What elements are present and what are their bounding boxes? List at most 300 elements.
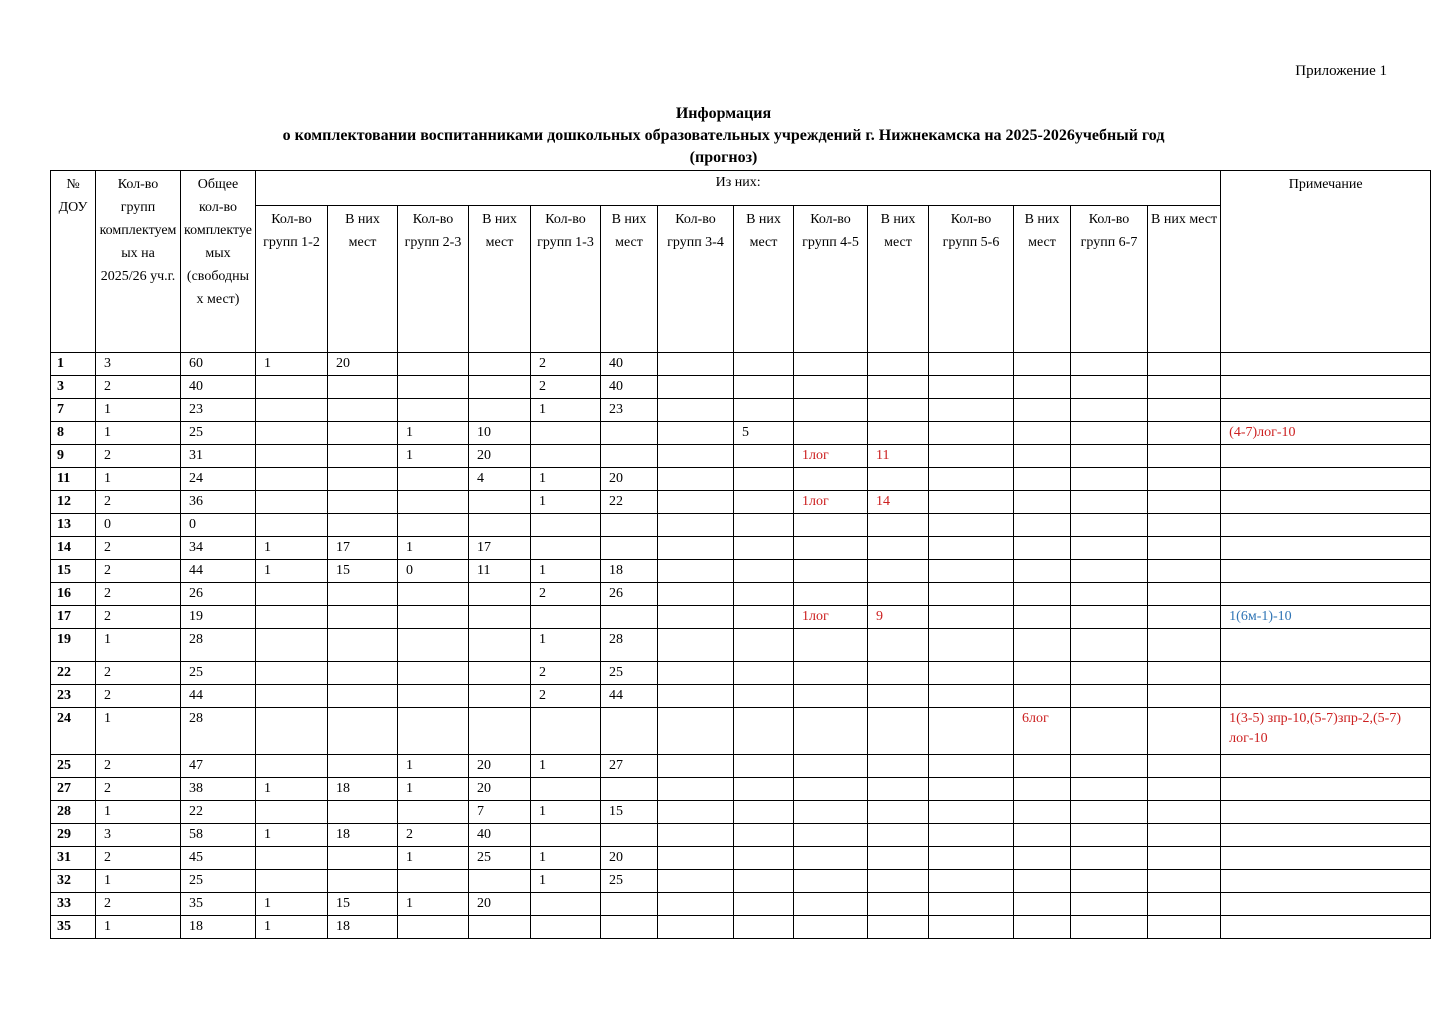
cell-detail-6 <box>658 824 734 847</box>
cell-note <box>1221 685 1431 708</box>
cell-detail-4: 2 <box>531 662 601 685</box>
cell-note <box>1221 560 1431 583</box>
cell-detail-11 <box>1014 916 1071 939</box>
cell-detail-12 <box>1071 916 1148 939</box>
cell-detail-0 <box>256 755 328 778</box>
cell-detail-0 <box>256 491 328 514</box>
cell-detail-0 <box>256 399 328 422</box>
cell-detail-10 <box>929 801 1014 824</box>
cell-detail-11 <box>1014 824 1071 847</box>
cell-detail-4: 1 <box>531 801 601 824</box>
cell-detail-3: 11 <box>469 560 531 583</box>
cell-detail-1: 17 <box>328 537 398 560</box>
cell-groups-count: 2 <box>96 376 181 399</box>
cell-detail-2 <box>398 629 469 662</box>
cell-total-places: 60 <box>181 353 256 376</box>
cell-detail-12 <box>1071 491 1148 514</box>
table-row <box>51 893 1431 916</box>
cell-detail-8 <box>794 583 868 606</box>
cell-detail-5 <box>601 537 658 560</box>
cell-detail-0 <box>256 685 328 708</box>
cell-detail-2: 2 <box>398 824 469 847</box>
cell-detail-13 <box>1148 870 1221 893</box>
cell-detail-8 <box>794 560 868 583</box>
cell-total-places: 24 <box>181 468 256 491</box>
cell-detail-8 <box>794 870 868 893</box>
cell-detail-10 <box>929 422 1014 445</box>
cell-detail-7 <box>734 537 794 560</box>
cell-groups-count: 1 <box>96 422 181 445</box>
cell-detail-13 <box>1148 916 1221 939</box>
subheader-groups-2-3: Кол-во групп 2-3 <box>398 206 469 353</box>
cell-detail-8 <box>794 708 868 755</box>
cell-groups-count: 1 <box>96 629 181 662</box>
cell-detail-2: 1 <box>398 755 469 778</box>
cell-detail-1 <box>328 445 398 468</box>
cell-detail-5: 18 <box>601 560 658 583</box>
cell-doy-number: 11 <box>51 468 96 491</box>
cell-detail-4: 1 <box>531 399 601 422</box>
subheader-groups-4-5: Кол-во групп 4-5 <box>794 206 868 353</box>
cell-detail-1 <box>328 422 398 445</box>
cell-detail-5 <box>601 445 658 468</box>
cell-detail-7 <box>734 399 794 422</box>
cell-detail-4: 1 <box>531 870 601 893</box>
header-row-top <box>51 171 1431 206</box>
cell-groups-count: 1 <box>96 801 181 824</box>
cell-total-places: 44 <box>181 560 256 583</box>
cell-note <box>1221 537 1431 560</box>
cell-detail-2: 1 <box>398 422 469 445</box>
cell-detail-0: 1 <box>256 824 328 847</box>
table-row <box>51 708 1431 755</box>
cell-doy-number: 31 <box>51 847 96 870</box>
cell-detail-9 <box>868 560 929 583</box>
cell-total-places: 23 <box>181 399 256 422</box>
cell-detail-4: 1 <box>531 491 601 514</box>
cell-detail-7 <box>734 685 794 708</box>
cell-detail-6 <box>658 685 734 708</box>
cell-detail-13 <box>1148 445 1221 468</box>
cell-note <box>1221 801 1431 824</box>
cell-detail-5: 26 <box>601 583 658 606</box>
table-header <box>51 171 1431 353</box>
cell-detail-3: 10 <box>469 422 531 445</box>
cell-detail-13 <box>1148 755 1221 778</box>
table-row <box>51 916 1431 939</box>
cell-detail-7 <box>734 468 794 491</box>
table-row <box>51 468 1431 491</box>
table-row <box>51 778 1431 801</box>
cell-detail-3: 17 <box>469 537 531 560</box>
cell-detail-8: 1лог <box>794 491 868 514</box>
cell-detail-7 <box>734 708 794 755</box>
cell-total-places: 31 <box>181 445 256 468</box>
cell-detail-5: 22 <box>601 491 658 514</box>
cell-detail-10 <box>929 824 1014 847</box>
cell-total-places: 47 <box>181 755 256 778</box>
cell-detail-8 <box>794 824 868 847</box>
cell-detail-13 <box>1148 893 1221 916</box>
cell-note <box>1221 399 1431 422</box>
cell-detail-12 <box>1071 629 1148 662</box>
cell-detail-11 <box>1014 445 1071 468</box>
cell-detail-11 <box>1014 399 1071 422</box>
cell-detail-4 <box>531 606 601 629</box>
cell-detail-13 <box>1148 514 1221 537</box>
cell-note <box>1221 893 1431 916</box>
cell-detail-13 <box>1148 422 1221 445</box>
cell-detail-9 <box>868 708 929 755</box>
appendix-label: Приложение 1 <box>1295 63 1387 79</box>
cell-detail-13 <box>1148 662 1221 685</box>
cell-detail-6 <box>658 916 734 939</box>
table-row <box>51 537 1431 560</box>
cell-detail-7 <box>734 893 794 916</box>
cell-detail-12 <box>1071 685 1148 708</box>
cell-detail-6 <box>658 870 734 893</box>
cell-detail-0 <box>256 870 328 893</box>
cell-note <box>1221 847 1431 870</box>
cell-detail-12 <box>1071 422 1148 445</box>
cell-detail-12 <box>1071 755 1148 778</box>
cell-doy-number: 27 <box>51 778 96 801</box>
cell-note <box>1221 916 1431 939</box>
cell-detail-10 <box>929 399 1014 422</box>
cell-detail-12 <box>1071 870 1148 893</box>
cell-detail-0: 1 <box>256 353 328 376</box>
cell-detail-2: 1 <box>398 778 469 801</box>
cell-detail-13 <box>1148 583 1221 606</box>
cell-detail-8: 1лог <box>794 606 868 629</box>
cell-detail-3: 40 <box>469 824 531 847</box>
cell-detail-4 <box>531 537 601 560</box>
cell-detail-7 <box>734 376 794 399</box>
cell-detail-5: 23 <box>601 399 658 422</box>
cell-detail-10 <box>929 445 1014 468</box>
cell-detail-12 <box>1071 801 1148 824</box>
cell-detail-8 <box>794 399 868 422</box>
cell-detail-6 <box>658 422 734 445</box>
cell-groups-count: 2 <box>96 560 181 583</box>
cell-detail-0: 1 <box>256 893 328 916</box>
cell-detail-8 <box>794 778 868 801</box>
cell-detail-3 <box>469 353 531 376</box>
cell-total-places: 28 <box>181 629 256 662</box>
cell-detail-0: 1 <box>256 560 328 583</box>
cell-groups-count: 2 <box>96 893 181 916</box>
cell-detail-1 <box>328 376 398 399</box>
subheader-groups-1-2: Кол-во групп 1-2 <box>256 206 328 353</box>
title-line-3: (прогноз) <box>689 149 758 166</box>
cell-detail-4 <box>531 422 601 445</box>
cell-detail-3: 20 <box>469 778 531 801</box>
cell-detail-1: 15 <box>328 560 398 583</box>
cell-detail-6 <box>658 708 734 755</box>
cell-groups-count: 0 <box>96 514 181 537</box>
cell-detail-6 <box>658 399 734 422</box>
cell-detail-11 <box>1014 662 1071 685</box>
cell-detail-10 <box>929 870 1014 893</box>
cell-detail-9 <box>868 755 929 778</box>
cell-detail-0 <box>256 708 328 755</box>
cell-detail-5 <box>601 606 658 629</box>
cell-detail-4 <box>531 445 601 468</box>
header-groups-count: Кол-во групп комплектуемых на 2025/26 уч.г. <box>96 171 181 353</box>
subheader-places-4-5: В них мест <box>868 206 929 353</box>
cell-note <box>1221 778 1431 801</box>
cell-doy-number: 7 <box>51 399 96 422</box>
cell-doy-number: 35 <box>51 916 96 939</box>
cell-detail-3: 4 <box>469 468 531 491</box>
cell-detail-8 <box>794 916 868 939</box>
cell-detail-5 <box>601 708 658 755</box>
cell-detail-10 <box>929 662 1014 685</box>
cell-note <box>1221 376 1431 399</box>
cell-detail-8 <box>794 847 868 870</box>
cell-detail-5 <box>601 778 658 801</box>
cell-detail-1 <box>328 583 398 606</box>
cell-detail-5: 27 <box>601 755 658 778</box>
cell-total-places: 38 <box>181 778 256 801</box>
cell-total-places: 44 <box>181 685 256 708</box>
cell-detail-13 <box>1148 847 1221 870</box>
cell-detail-7 <box>734 916 794 939</box>
cell-detail-1 <box>328 629 398 662</box>
cell-detail-7 <box>734 847 794 870</box>
cell-detail-4 <box>531 514 601 537</box>
cell-detail-1: 18 <box>328 778 398 801</box>
cell-detail-2: 1 <box>398 893 469 916</box>
cell-total-places: 36 <box>181 491 256 514</box>
table-row <box>51 422 1431 445</box>
cell-detail-6 <box>658 893 734 916</box>
cell-detail-13 <box>1148 491 1221 514</box>
cell-detail-3 <box>469 685 531 708</box>
cell-detail-6 <box>658 755 734 778</box>
cell-detail-1: 20 <box>328 353 398 376</box>
cell-detail-8 <box>794 468 868 491</box>
cell-doy-number: 13 <box>51 514 96 537</box>
cell-total-places: 25 <box>181 870 256 893</box>
cell-note <box>1221 468 1431 491</box>
cell-detail-5 <box>601 916 658 939</box>
cell-detail-5 <box>601 422 658 445</box>
cell-detail-7 <box>734 870 794 893</box>
cell-detail-3 <box>469 870 531 893</box>
cell-detail-13 <box>1148 606 1221 629</box>
cell-detail-3 <box>469 662 531 685</box>
cell-detail-5 <box>601 893 658 916</box>
cell-detail-4 <box>531 893 601 916</box>
cell-detail-4: 1 <box>531 468 601 491</box>
cell-detail-6 <box>658 801 734 824</box>
cell-detail-11 <box>1014 376 1071 399</box>
cell-note <box>1221 514 1431 537</box>
cell-detail-13 <box>1148 778 1221 801</box>
cell-total-places: 45 <box>181 847 256 870</box>
cell-detail-11 <box>1014 755 1071 778</box>
cell-detail-13 <box>1148 801 1221 824</box>
enrollment-table <box>50 170 1431 939</box>
cell-detail-11 <box>1014 847 1071 870</box>
header-of-them: Из них: <box>256 171 1221 206</box>
cell-detail-10 <box>929 606 1014 629</box>
cell-detail-9 <box>868 801 929 824</box>
cell-groups-count: 1 <box>96 708 181 755</box>
cell-doy-number: 28 <box>51 801 96 824</box>
cell-detail-1 <box>328 606 398 629</box>
cell-detail-6 <box>658 468 734 491</box>
cell-note <box>1221 629 1431 662</box>
cell-detail-0 <box>256 514 328 537</box>
cell-detail-3 <box>469 916 531 939</box>
cell-detail-10 <box>929 893 1014 916</box>
cell-doy-number: 1 <box>51 353 96 376</box>
subheader-places-5-6: В них мест <box>1014 206 1071 353</box>
header-doy-number: № ДОУ <box>51 171 96 353</box>
cell-groups-count: 2 <box>96 606 181 629</box>
cell-detail-9 <box>868 537 929 560</box>
table-row <box>51 376 1431 399</box>
cell-note <box>1221 662 1431 685</box>
cell-groups-count: 2 <box>96 778 181 801</box>
cell-detail-2: 1 <box>398 537 469 560</box>
cell-detail-5: 44 <box>601 685 658 708</box>
cell-detail-11 <box>1014 629 1071 662</box>
cell-detail-13 <box>1148 376 1221 399</box>
cell-detail-2 <box>398 376 469 399</box>
cell-detail-12 <box>1071 893 1148 916</box>
cell-detail-2 <box>398 583 469 606</box>
cell-detail-8 <box>794 662 868 685</box>
cell-detail-6 <box>658 560 734 583</box>
cell-detail-1 <box>328 662 398 685</box>
cell-detail-8 <box>794 353 868 376</box>
cell-detail-4: 1 <box>531 847 601 870</box>
cell-detail-13 <box>1148 824 1221 847</box>
table-row <box>51 824 1431 847</box>
cell-detail-7 <box>734 824 794 847</box>
subheader-places-2-3: В них мест <box>469 206 531 353</box>
cell-detail-7 <box>734 491 794 514</box>
cell-detail-11 <box>1014 778 1071 801</box>
cell-detail-1 <box>328 685 398 708</box>
cell-detail-12 <box>1071 560 1148 583</box>
subheader-places-1-2: В них мест <box>328 206 398 353</box>
cell-detail-12 <box>1071 399 1148 422</box>
table-row <box>51 801 1431 824</box>
cell-detail-9 <box>868 662 929 685</box>
cell-detail-10 <box>929 685 1014 708</box>
cell-detail-10 <box>929 629 1014 662</box>
cell-detail-9 <box>868 514 929 537</box>
cell-detail-3 <box>469 708 531 755</box>
cell-detail-3: 20 <box>469 893 531 916</box>
cell-detail-2: 1 <box>398 847 469 870</box>
cell-total-places: 34 <box>181 537 256 560</box>
cell-detail-3 <box>469 491 531 514</box>
cell-doy-number: 3 <box>51 376 96 399</box>
table-row <box>51 755 1431 778</box>
cell-detail-13 <box>1148 537 1221 560</box>
cell-note: 1(6м-1)-10 <box>1221 606 1431 629</box>
cell-detail-6 <box>658 514 734 537</box>
cell-groups-count: 2 <box>96 537 181 560</box>
table-row <box>51 606 1431 629</box>
cell-detail-7: 5 <box>734 422 794 445</box>
cell-detail-10 <box>929 916 1014 939</box>
cell-doy-number: 33 <box>51 893 96 916</box>
cell-detail-0 <box>256 847 328 870</box>
cell-doy-number: 22 <box>51 662 96 685</box>
cell-note: (4-7)лог-10 <box>1221 422 1431 445</box>
cell-detail-3 <box>469 629 531 662</box>
cell-detail-7 <box>734 755 794 778</box>
table-row <box>51 491 1431 514</box>
cell-detail-9 <box>868 629 929 662</box>
table-body <box>51 353 1431 939</box>
cell-detail-10 <box>929 491 1014 514</box>
cell-detail-7 <box>734 629 794 662</box>
cell-detail-5 <box>601 824 658 847</box>
cell-detail-9 <box>868 916 929 939</box>
cell-detail-1: 15 <box>328 893 398 916</box>
cell-detail-7 <box>734 514 794 537</box>
cell-groups-count: 2 <box>96 583 181 606</box>
cell-detail-9 <box>868 824 929 847</box>
subheader-groups-1-3: Кол-во групп 1-3 <box>531 206 601 353</box>
cell-detail-2 <box>398 801 469 824</box>
cell-detail-13 <box>1148 685 1221 708</box>
cell-detail-9 <box>868 353 929 376</box>
cell-detail-4: 1 <box>531 560 601 583</box>
cell-detail-8 <box>794 755 868 778</box>
subheader-places-6-7: В них мест <box>1148 206 1221 353</box>
cell-detail-3: 20 <box>469 445 531 468</box>
cell-detail-1 <box>328 468 398 491</box>
cell-doy-number: 17 <box>51 606 96 629</box>
cell-detail-0 <box>256 662 328 685</box>
table-row <box>51 514 1431 537</box>
table-row <box>51 629 1431 662</box>
cell-note <box>1221 445 1431 468</box>
cell-detail-12 <box>1071 824 1148 847</box>
cell-note <box>1221 583 1431 606</box>
cell-detail-6 <box>658 662 734 685</box>
cell-detail-2: 0 <box>398 560 469 583</box>
cell-doy-number: 15 <box>51 560 96 583</box>
cell-detail-1 <box>328 870 398 893</box>
cell-detail-4 <box>531 708 601 755</box>
cell-detail-11: 6лог <box>1014 708 1071 755</box>
cell-detail-5 <box>601 514 658 537</box>
cell-detail-0 <box>256 583 328 606</box>
cell-detail-11 <box>1014 606 1071 629</box>
cell-detail-10 <box>929 560 1014 583</box>
cell-groups-count: 2 <box>96 755 181 778</box>
cell-detail-6 <box>658 491 734 514</box>
cell-note <box>1221 491 1431 514</box>
cell-note <box>1221 755 1431 778</box>
cell-detail-12 <box>1071 583 1148 606</box>
cell-detail-12 <box>1071 708 1148 755</box>
cell-detail-8 <box>794 422 868 445</box>
cell-detail-6 <box>658 778 734 801</box>
cell-detail-12 <box>1071 662 1148 685</box>
cell-total-places: 28 <box>181 708 256 755</box>
header-note: Примечание <box>1221 171 1431 353</box>
